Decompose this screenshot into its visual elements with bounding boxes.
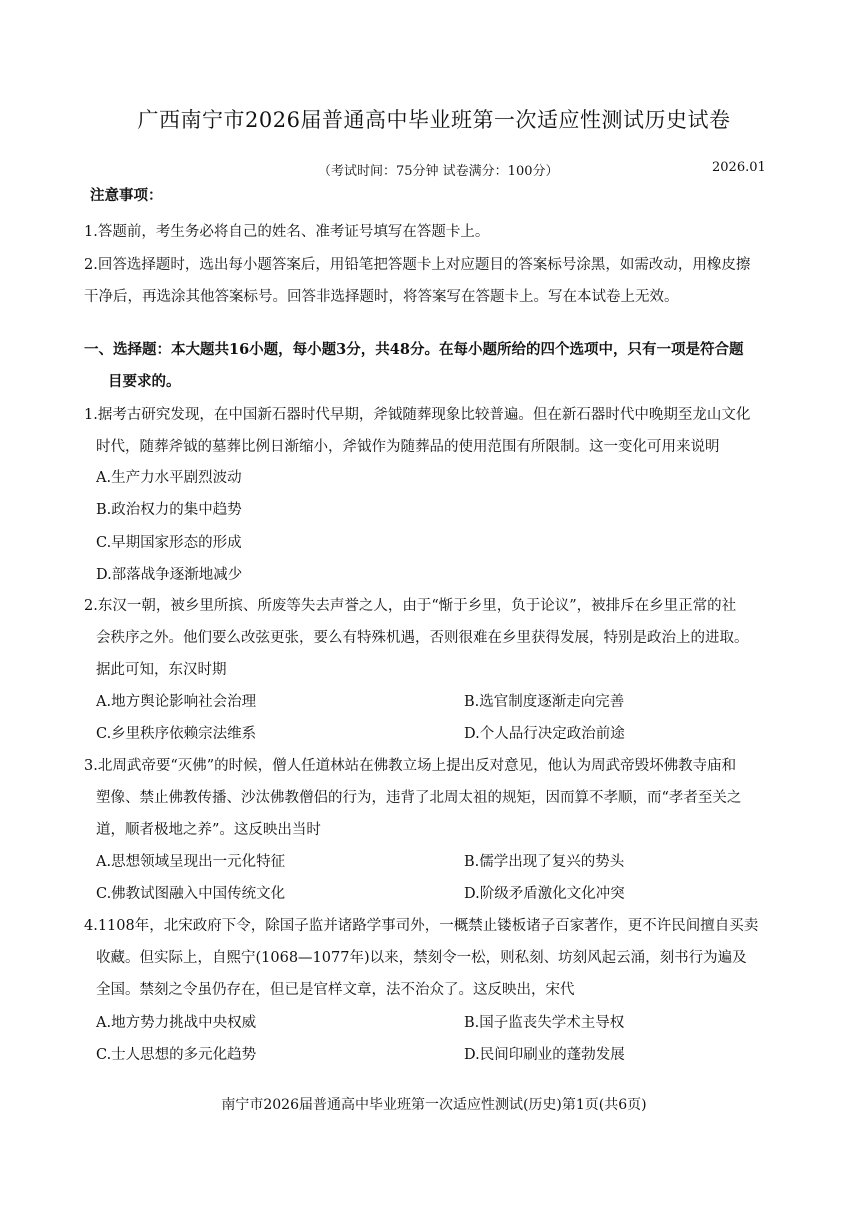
question-4-option-a: A.地方势力挑战中央权威 (96, 1015, 257, 1031)
page-footer: 南宁市2026届普通高中毕业班第一次适应性测试(历史)第1页(共6页) (221, 1097, 647, 1113)
question-2-option-c: C.乡里秩序依赖宗法维系 (96, 726, 257, 742)
question-4-line-3: 全国。禁刻之令虽仍存在，但已是官样文章，法不治众了。这反映出，宋代 (96, 982, 575, 998)
question-1-option-b: B.政治权力的集中趋势 (96, 502, 242, 518)
question-3-option-c: C.佛教试图融入中国传统文化 (96, 886, 286, 902)
question-3-line-3: 道，顺者极地之养”。这反映出当时 (96, 822, 321, 838)
question-4-option-b: B.国子监丧失学术主导权 (464, 1015, 625, 1031)
question-2-line-2: 会秩序之外。他们要么改弦更张，要么有特殊机遇，否则很难在乡里获得发展，特别是政治上的进取。 (96, 630, 749, 646)
question-2-option-b: B.选官制度逐渐走向完善 (464, 694, 625, 710)
question-3-line-2: 塑像、禁止佛教传播、沙汰佛教僧侣的行为，违背了北周太祖的规矩，因而算不孝顺，而“孝者至关之 (96, 790, 742, 806)
question-3-option-a: A.思想领域呈现出一元化特征 (96, 854, 286, 870)
question-1-option-a: A.生产力水平剧烈波动 (96, 470, 242, 486)
question-4-option-c: C.士人思想的多元化趋势 (96, 1047, 257, 1063)
exam-info: （考试时间：75分钟 试卷满分：100分） (318, 164, 559, 179)
section-heading-line-2: 目要求的。 (108, 373, 181, 390)
question-4-option-d: D.民间印刷业的蓬勃发展 (464, 1047, 625, 1063)
question-2-line-1: 2.东汉一朝，被乡里所摈、所废等失去声誉之人，由于“惭于乡里，负于论议”，被排斥在乡里正常的社 (84, 598, 737, 614)
question-1-line-1: 1.据考古研究发现，在中国新石器时代早期，斧钺随葬现象比较普遍。但在新石器时代中晚期至龙山文化 (84, 407, 751, 423)
question-4-line-1: 4.1108年，北宋政府下令，除国子监并诸路学事司外，一概禁止镂板诸子百家著作，更不许民间擅自买卖 (84, 918, 759, 934)
question-2-option-d: D.个人品行决定政治前途 (464, 726, 625, 742)
question-4-line-2: 收藏。但实际上，自熙宁(1068—1077年)以来，禁刻令一松，则私刻、坊刻风起云涌，刻书行为遍及 (96, 950, 747, 966)
question-3-option-d: D.阶级矛盾激化文化冲突 (464, 886, 625, 902)
question-1-option-c: C.早期国家形态的形成 (96, 535, 242, 551)
question-3-option-b: B.儒学出现了复兴的势头 (464, 854, 625, 870)
question-2-option-a: A.地方舆论影响社会治理 (96, 694, 257, 710)
notice-heading: 注意事项： (90, 187, 163, 204)
question-1-option-d: D.部落战争逐渐地减少 (96, 567, 243, 583)
exam-date: 2026.01 (712, 160, 766, 175)
notice-item-1: 1.答题前，考生务必将自己的姓名、准考证号填写在答题卡上。 (84, 224, 490, 240)
question-1-line-2: 时代，随葬斧钺的墓葬比例日渐缩小，斧钺作为随葬品的使用范围有所限制。这一变化可用来说明 (96, 439, 720, 455)
notice-item-2-line-1: 2.回答选择题时，选出每小题答案后，用铅笔把答题卡上对应题目的答案标号涂黑，如需改动，用橡皮擦 (84, 257, 751, 273)
exam-title: 广西南宁市2026届普通高中毕业班第一次适应性测试历史试卷 (137, 108, 731, 132)
question-3-line-1: 3.北周武帝要“灭佛”的时候，僧人任道林站在佛教立场上提出反对意见，他认为周武帝毁坏佛教寺庙和 (84, 758, 737, 774)
notice-item-2-line-2: 干净后，再选涂其他答案标号。回答非选择题时，将答案写在答题卡上。写在本试卷上无效。 (84, 289, 679, 305)
question-2-line-3: 据此可知，东汉时期 (96, 662, 227, 678)
section-heading-line-1: 一、选择题：本大题共16小题，每小题3分，共48分。在每小题所给的四个选项中，只有一项是符合题 (84, 341, 744, 358)
